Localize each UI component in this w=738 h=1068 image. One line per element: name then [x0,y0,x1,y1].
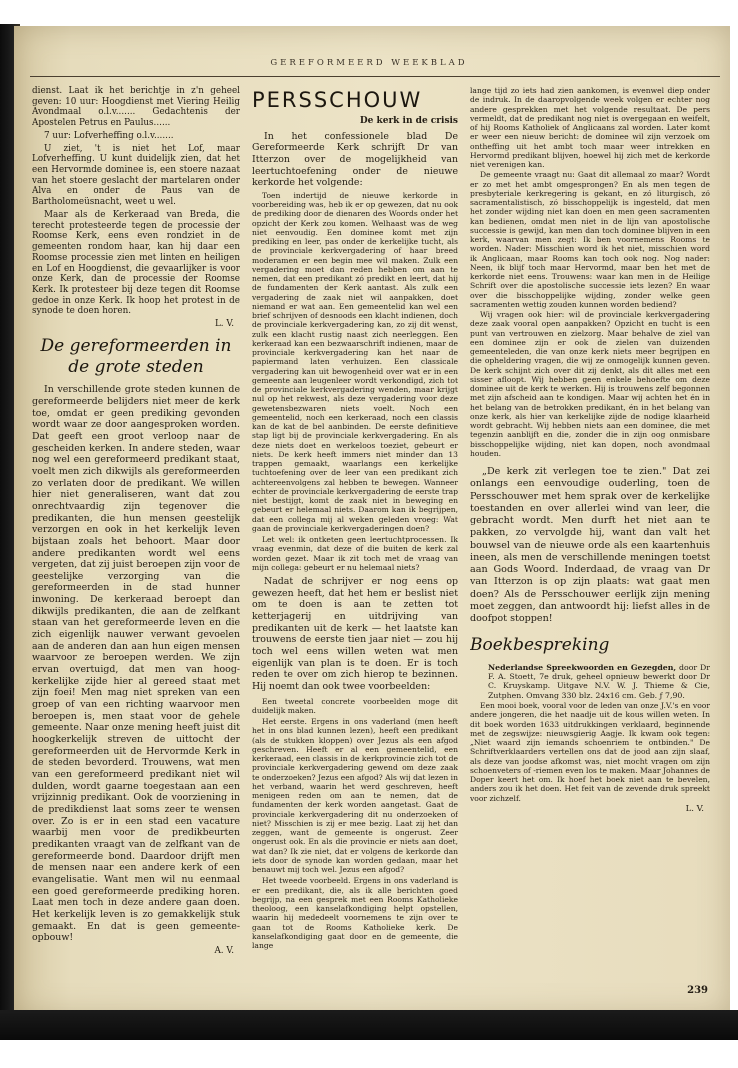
quotation [470,86,710,458]
header-rule [30,76,720,77]
article-text: dienst. Laat ik het berichtje in z'n geheel geven: 10 uur: Hoogdienst met Viering Heilig Avondmaal o.l.v....... Gedachtenis der Apostelen Petrus en Paulus...... [32,86,240,129]
column-3 [470,86,710,984]
quotation [252,191,458,572]
quote-text: Het eerste. Ergens in ons vaderland (men heeft het in ons blad kunnen lezen), heeft een predikant (als de stukken kloppen) over Jezus als een afgod geschreven. Heeft er al een gemeentelid, een kerkeraad, een classis in de kerkprovincie zich tot de provinciale kerkvergadering gewend om deze zaak te onderzoeken? Jezus een afgod? Als wij dat lezen in het verband, waarin het werd geschreven, heeft menigeen reden om aan te nemen, dat de fundamenten der kerk worden aangetast. Gaat de provinciale kerkvergadering dit nu onderzoeken of niet? Misschien is zij er mee bezig. Laat zij het dan zeggen, want de gemeente is ongerust. Zeer ongerust ook. En als die provincie er niets aan doet, wat dan? Ik zie niet, dat er volgens de kerkorde dan iets door de synode kan worden gedaan, maar het benauwt mij toch wel. Jezus een afgod? [252,717,458,875]
quote-text: Let wel: ik ontketen geen leertuchtprocessen. Ik vraag evenmin, dat deze of die buiten de kerk zal worden gezet. Maar ik zit toch met de vraag van mijn collega: gebeurt er nu helemaal niets? [252,535,458,572]
running-title: GEREFORMEERD WEEKBLAD [270,58,468,68]
section-heading: Boekbespreking [470,635,610,656]
quote-text: Wij vragen ook hier: wil de provinciale kerkvergadering deze zaak vooral open aanpakken? Opzicht en tucht is een punt van vertrouwen en zielzorg. Maar behalve de ziel van een dominee zijn er ook de zielen van duizenden gemeenteleden, die van onze kerk niets meer begrijpen en die opheldering vragen, die wij ze onmogelijk kunnen geven. De kerk schijnt zich over dit zij denkt, als dit alles met een sisser afloopt. Wij hebben geen enkele behoefte om deze dominee uit de kerk te werken. Hij is trouwens zelf begonnen met zijn afscheid aan te kondigen. Maar wij achten het én in het belang van de betrokken predikant, én in het belang van onze kerk, als hier van kerkelijke zijde de nodige klaarheid wordt gebracht. Wij hebben niets aan een dominee, die met tegenzin aanblijft en die, zonder die in zijn oog onmisbare bisschoppelijke wijding, niet kan dopen, noch avondmaal houden. [470,310,710,458]
quotation [252,697,458,951]
article-text: In verschillende grote steden kunnen de gereformeerde belijders niet meer de kerk toe, omdat er geen prediking gevonden wordt waar ze door aangesproken worden. Dat geeft een groot verloop naar de gescheiden kerken. In andere steden, waar nog wel een gereformeerd predikant staat, voelt men zich dikwijls als gereformeerden zo verlaten door de predikant. We willen hier niet generaliseren, want dat zou onrechtvaardig zijn tegenover die predikanten, die hun mensen geestelijk verzorgen en ook in het kerkelijk leven bijstaan zoals het behoort. Maar door andere predikanten wordt wel eens vergeten, dat zij juist beroepen zijn voor de geestelijke verzorging van die gereformeerden in de stad hunner inwoning. De kerkeraad beroept dan dikwijls predikanten, die aan de zelfkant staan van het gereformeerde leven en die zich eigenlijk nauwer verwant gevoelen aan de anderen dan aan hun eigen mensen waarvoor ze beroepen werden. We zijn ervan overtuigd, dat men van hoog-kerkelijke zijde hier al gereed staat met zijn foei! Men mag niet spreken van een groep of van een richting waarvoor men beroepen is, men staat voor de gehele gemeente. Naar onze mening heeft juist dit hoogkerkelijk streven de uittocht der gereformeerden uit de Hervormde Kerk in de steden bevorderd. Trouwens, wat men van een gereformeerd predikant niet wil dulden, wordt gaarne toegestaan aan een vrijzinnig predikant. Ook de voorziening in de predikdienst laat soms zeer te wensen over. Zo is er in een stad een vacature waarbij men voor de predikbeurten predikanten vraagt van de zelfkant van de gereformeerde bond. Daardoor drijft men de mensen naar een andere kerk of een evangelisatie. Want men wil nu eenmaal een goed gereformeerde prediking horen. Laat men toch in deze andere gaan doen. Het kerkelijk leven is zo gemakkelijk stuk gemaakt. En dat is geen gemeente-opbouw! [32,384,240,944]
book-details: door Dr F. A. Stoett, 7e druk, geheel opnieuw bewerkt door Dr C. Kruyskamp. Uitgave N.V. W. J. Thieme & Cie, Zutphen. Omvang 330 blz. 24x16 cm. Geb. ƒ 7,90. [488,662,710,700]
author-signature: L. V. [685,803,704,814]
quote-text: Een tweetal concrete voorbeelden moge dit duidelijk maken. [252,696,458,715]
column-2 [252,86,458,984]
quote-text: Toen indertijd de nieuwe kerkorde in voorbereiding was, heb ik er op gewezen, dat nu ook de prediking door de dienaren des Woords onder het opzicht der Kerk zou komen. Welhaast was de weg niet eenvoudig. Een dominee komt met zijn prediking en leer, pas onder de kerkelijke tucht, als de provinciale kerkvergadering of haar breed moderamen er een begin mee wil maken. Zulk een vergadering moet dan reden hebben om aan te nemen, dat een predikant zó predikt en leert, dat hij de fundamenten der Kerk aantast. Als zulk een vergadering de zaak niet wil aanpakken, doet niemand er wat aan. Een gemeentelid kan wel een brief schrijven of desnoods een klacht indienen, doch de provinciale kerkvergadering kan, zo zij dit wenst, zulk een klacht rustig naast zich neerleggen. Een kerkeraad kan een bezwaarschrift indienen, maar de provinciale kerkvergadering kan het naar de papiermand laten verhuizen. Een classicale vergadering kan uit bewogenheid over wat er in een gemeente aan leugenleer wordt verkondigd, zich tot de provinciale kerkvergadering wenden, maar krijgt nul op het rekwest, als deze vergadering voor deze gewetensbezwaren niets voelt. Noch een gemeentelid, noch een kerkeraad, noch een classis kan de kat de bel aanbinden. De eerste definitieve stap ligt bij de provinciale kerkvergadering. En als deze niets doet en werkeloos toeziet, gebeurt er niets. De kerk heeft immers niet minder dan 13 trappen gemaakt, waarlangs een kerkelijke tuchtoefening over de leer van een predikant zich achtereenvolgens zal hebben te bewegen. Wanneer echter de provinciale kerkvergadering de eerste trap niet bestijgt, komt de zaak niet in beweging en gebeurt er helemaal niets. Daarom kan ik begrijpen, dat een collega mij al weken geleden vroeg: Wat gaan de provinciale kerkvergaderingen doen? [252,190,458,533]
article-text: Nadat de schrijver er nog eens op gewezen heeft, dat het hem er beslist niet om te doen is aan te zetten tot ketterjagerij en uitdrijving van predikanten uit de kerk — het laatste kan trouwens de eerste tien jaar niet — zou hij toch wel eens willen weten wat men eigenlijk van plan is te doen. Er is toch reden te over om zich hierop te bezinnen. Hij noemt dan ook twee voorbeelden: [252,576,458,693]
section-subheading: De kerk in de crisis [359,115,458,126]
article-text: U ziet, 't is niet het Lof, maar Lofverheffing. U kunt duidelijk zien, dat het een Hervormde dominee is, een stoere nazaat van het stoere geslacht der martelaren onder Alva en onder de Paus van de Bartholomeüsnacht, weet u wel. [32,143,240,208]
section-heading: PERSSCHOUW [252,88,423,112]
author-signature: L. V. [214,319,234,330]
column-1 [32,86,240,984]
book-title: Nederlandse Spreekwoorden en Gezegden, [488,662,677,672]
page-number: 239 [687,985,708,996]
quote-text: Het tweede voorbeeld. Ergens in ons vaderland is er een predikant, die, als ik alle berichten goed begrijp, na een gesprek met een Rooms Katholieke theoloog, een kanselafkondiging helpt opstellen, waarin hij mededeelt voornemens te zijn over te gaan tot de Rooms Katholieke kerk. De kanselafkondiging gaat door en de gemeente, die lange [252,876,458,951]
article-text: 7 uur: Lofverheffing o.l.v....... [44,130,174,141]
quote-text: De gemeente vraagt nu: Gaat dit allemaal zo maar? Wordt er zo met het ambt omgesprongen? En als men tegen de presbyteriale kerkregering is gekant, en zó liturgisch, zó sacramentalistisch, zó bisschoppelijk is ingesteld, dat men het zonder wijding niet kan doen en men geen sacramenten kan bedienen, omdat men niet in de lijn van apostolische successie is gewijd, kan men dan toch dominee blijven in een kerk, waarvan men zegt: Ik ben voornemens Rooms te worden. Nader: Misschien word ik het niet, misschien word ik Anglicaan, maar Rooms kan toch ook nog. Nog nader: Neen, ik blijf toch maar Hervormd, maar ben het met de kerkorde niet eens. Trouwens: waar kan men in de Heilige Schrift over die apostolische successie iets lezen? En waar over die bisschoppelijke wijding, zonder welke geen sacramenten wettig zouden kunnen worden bediend? [470,170,710,309]
review-paragraph: Een mooi boek, vooral voor de leden van onze J.V.'s en voor andere jongeren, die het naadje uit de kous willen weten. In dit boek worden 1633 uitdrukkingen verklaard, beginnende met de zegswijze: nieuwsgierig Aagje. Ik kwam ook tegen: „Niet waard zijn iemands schoenriem te ontbinden." De Schriftverklaarders vertellen ons dat de jood aan zijn slaaf, als deze van joodse afkomst was, niet mocht vragen om zijn schoenveters of -riemen even los te maken. Maar Johannes de Doper keert het om. Ik hoef het boek niet aan te bevelen, anders zou ik het doen. Het feit van de zevende druk spreekt voor zichzelf. [470,701,710,803]
author-signature: A. V. [214,945,234,956]
article-heading: De gereformeerden in de grote steden [40,335,232,378]
article-text: In het confessionele blad De Gereformeerde Kerk schrijft Dr van Itterzon over de mogelijkheid van leertuchtoefening onder de nieuwe kerkorde het volgende: [252,130,458,189]
scanner-dark-bottom [0,1010,738,1040]
book-reference [470,663,710,700]
review-text [470,701,710,803]
article-text: Maar als de Kerkeraad van Breda, die terecht protesteerde tegen de processie der Roomse Kerk, eens even rondziet in de gemeenten rondom haar, kan hij daar een Roomse processie zien met linten en heiligen en Lof en Hoogdienst, die gevaarlijker is voor onze Kerk, dan de processie der Roomse Kerk. Ik protesteer bij deze tegen dit Roomse gedoe in onze Kerk. Ik hoop het protest in de synode te doen horen. [32,209,240,317]
quote-text: lange tijd zo iets had zien aankomen, is evenwel diep onder de indruk. In de daaropvolgende week volgen er echter nog andere gesprekken met het volgende resultaat. De pers vermeldt, dat de predikant nog niet is overgegaan en weifelt, of hij Rooms Katholiek of Anglicaans zal worden. Later komt er weer een nieuw bericht: de dominee wil zijn verzoek om ontheffing uit het ambt toch maar weer intrekken en Hervormd predikant blijven, hoewel hij zich met de kerkorde niet verenigen kan. [470,86,710,169]
article-text: „De kerk zit verlegen toe te zien." Dat zei onlangs een eenvoudige ouderling, toen de Persschouwer met hem sprak over de kerkelijke toestanden en over allerlei wind van leer, die gebracht wordt. Men durft het niet aan te pakken, zo vervolgde hij, want dan valt het bouwsel van de nieuwe orde als een kaartenhuis ineen, als men de verschillende meningen toetst aan Gods Woord. Inderdaad, de vraag van Dr van Itterzon is op zijn plaats: wat gaat men doen? Als de Persschouwer eerlijk zijn mening moet zeggen, dan antwoordt hij: liefst alles in de doofpot stoppen! [470,466,710,625]
